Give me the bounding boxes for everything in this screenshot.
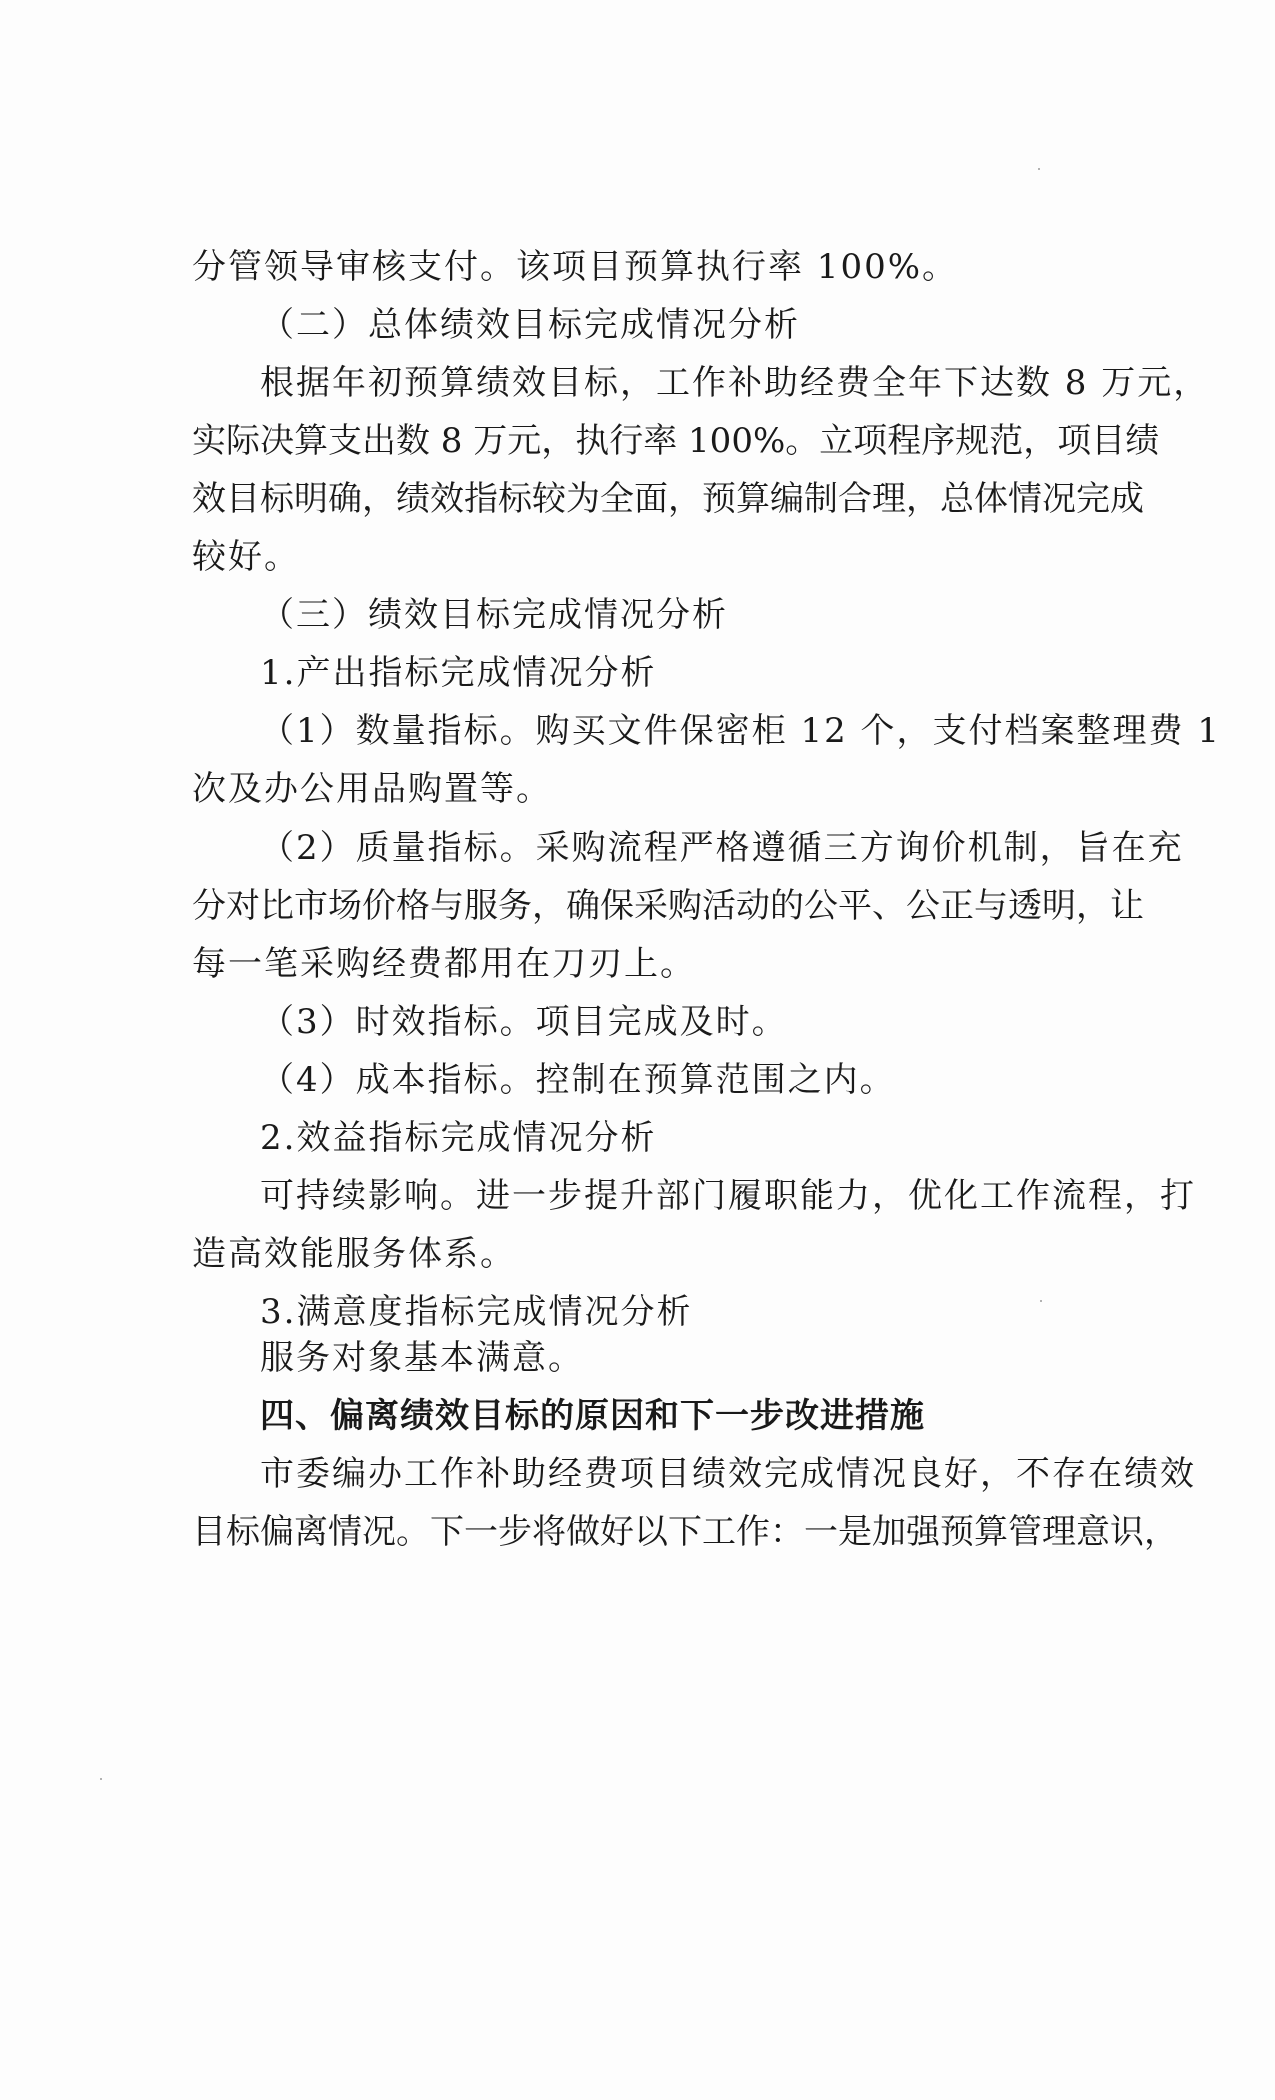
paragraph-line: 市委编办工作补助经费项目绩效完成情况良好，不存在绩效 — [260, 1454, 1196, 1494]
paragraph-line: 效目标明确，绩效指标较为全面，预算编制合理，总体情况完成 — [192, 479, 1144, 519]
section-heading: （三）绩效目标完成情况分析 — [260, 595, 728, 635]
paragraph-line: 服务对象基本满意。 — [260, 1338, 584, 1378]
paragraph-line: （1）数量指标。购买文件保密柜 12 个，支付档案整理费 1 — [260, 711, 1221, 751]
text-line: 分管领导审核支付。该项目预算执行率 100%。 — [192, 247, 959, 287]
scan-speck — [100, 1778, 102, 1780]
paragraph-line: 可持续影响。进一步提升部门履职能力，优化工作流程，打 — [260, 1176, 1196, 1216]
subsection-heading: 2.效益指标完成情况分析 — [260, 1118, 657, 1158]
chapter-heading: 四、偏离绩效目标的原因和下一步改进措施 — [260, 1396, 925, 1436]
paragraph-line: 较好。 — [192, 537, 300, 577]
paragraph-line: 造高效能服务体系。 — [192, 1234, 516, 1274]
scan-speck — [1040, 1300, 1042, 1302]
paragraph-line: 根据年初预算绩效目标，工作补助经费全年下达数 8 万元， — [260, 363, 1210, 403]
paragraph-line: （3）时效指标。项目完成及时。 — [260, 1002, 788, 1042]
paragraph-line: 每一笔采购经费都用在刀刃上。 — [192, 944, 696, 984]
paragraph-line: 目标偏离情况。下一步将做好以下工作：一是加强预算管理意识， — [192, 1512, 1178, 1552]
scan-speck — [1038, 168, 1040, 170]
paragraph-line: 实际决算支出数 8 万元，执行率 100%。立项程序规范，项目绩 — [192, 421, 1160, 461]
section-heading: （二）总体绩效目标完成情况分析 — [260, 305, 800, 345]
subsection-heading: 1.产出指标完成情况分析 — [260, 653, 657, 693]
subsection-heading: 3.满意度指标完成情况分析 — [260, 1292, 693, 1332]
paragraph-line: （4）成本指标。控制在预算范围之内。 — [260, 1060, 896, 1100]
paragraph-line: （2）质量指标。采购流程严格遵循三方询价机制，旨在充 — [260, 828, 1184, 868]
paragraph-line: 分对比市场价格与服务，确保采购活动的公平、公正与透明，让 — [192, 886, 1144, 926]
paragraph-line: 次及办公用品购置等。 — [192, 769, 552, 809]
